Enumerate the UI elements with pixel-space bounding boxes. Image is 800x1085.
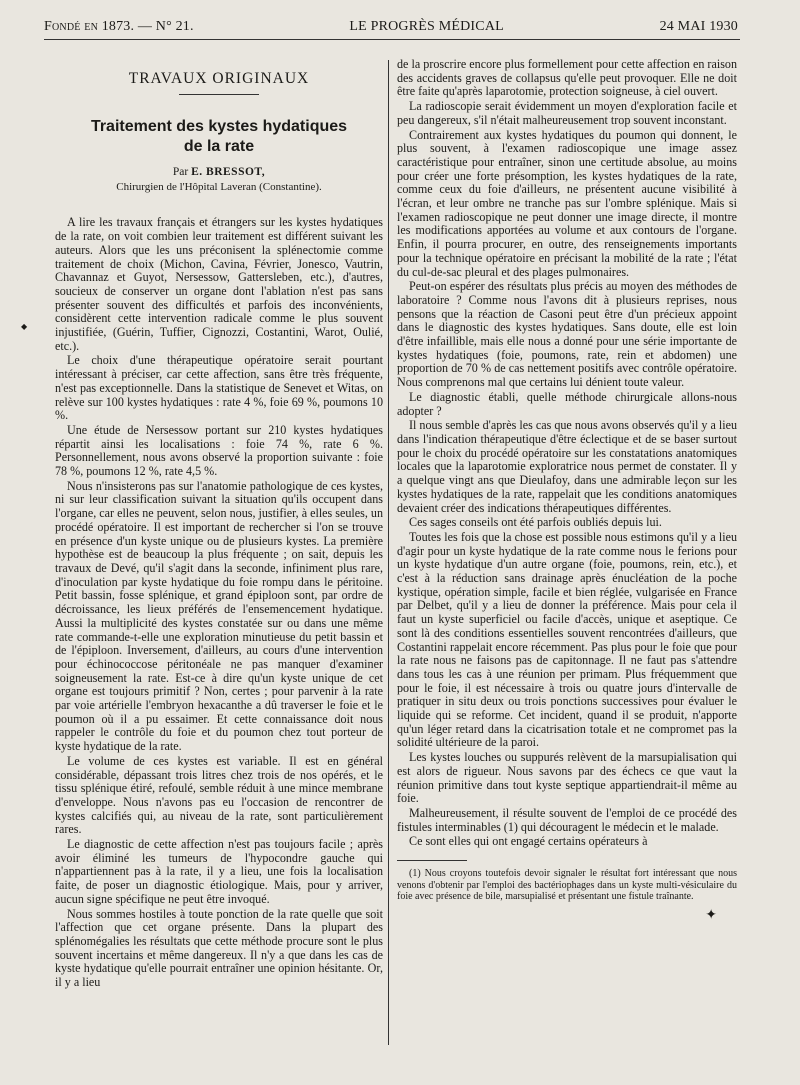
paragraph: de la proscrire encore plus formellement pour cette affection en raison des accidents graves de collapsus qu'elle peut provoquer. Elle ne doit être faite qu'après laparotomie, protection soigneuse, à ciel ouvert.	[397, 57, 737, 99]
paragraph: Le diagnostic établi, quelle méthode chirurgicale allons-nous adopter ?	[397, 389, 737, 418]
paragraph: A lire les travaux français et étrangers sur les kystes hydatiques de la rate, on voit combien leur traitement est différent suivant les auteurs. Alors que les uns préconisent la splénectomie comme traitement de choix (Michon, Cavina, Février, Jonesco, Vautrin, Chavannaz et Guyot, Nersessow, Gattersleben, etc.), d'autres, soucieux de conserver un organe dont l'ablation n'est pas sans présenter souvent des difficultés et parfois des inconvénients, considèrent cette intervention radicale comme le plus souvent injustifiée, (Guérin, Tuffier, Cignozzi, Costantini, Warot, Oulié, etc.).	[55, 215, 383, 353]
left-column	[55, 56, 383, 991]
end-mark: ✦	[705, 907, 717, 923]
column-divider	[388, 60, 389, 1045]
author-name: E. BRESSOT,	[191, 165, 266, 178]
article-title-line-1: Traitement des kystes hydatiques	[90, 117, 348, 135]
right-body-text	[397, 58, 737, 849]
section-title-rule	[179, 94, 259, 95]
header-founded-issue: Fondé en 1873. — N° 21.	[44, 19, 194, 34]
paragraph: La radioscopie serait évidemment un moyen d'exploration facile et peu dangereux, s'il n'était malheureusement trop souvent inconstant.	[397, 99, 737, 127]
paragraph: Ce sont elles qui ont engagé certains opérateurs à	[409, 834, 648, 849]
running-header	[44, 19, 738, 41]
paragraph: Contrairement aux kystes hydatiques du poumon qui donnent, le plus souvent, à l'examen radioscopique une image assez caractéristique pour entraîner, sinon une certitude absolue, au moins pour créer une forte présomption, les kystes hydatiques de la rate, comme ceux du foie d'ailleurs, ne présentent aucune visibilité à l'écran, et leur ombre ne tranche pas sur l'ombre splénique. Mais si l'examen radioscopique ne peut donner une image directe, il montre les modifications apportées au volume et aux contours de l'organe. Enfin, il pourra procurer, en outre, des renseignements importants pour la technique opératoire en précisant la mobilité de la rate ; l'état du cul-de-sac pleural et des plages pulmonaires.	[397, 127, 737, 279]
byline-prefix: Par	[172, 165, 189, 178]
paragraph: Le choix d'une thérapeutique opératoire serait pourtant intéressant à préciser, car cette affection, sans être très fréquente, n'est pas exceptionnelle. Dans la statistique de Senevet et Witas, on relève sur 100 kystes hydatiques : rate 4 %, foie 69 %, poumons 10 %.	[55, 353, 383, 423]
header-date: 24 MAI 1930	[659, 19, 738, 34]
footnote: (1) Nous croyons toutefois devoir signaler le résultat fort intéressant que nous venons d'obtenir par l'emploi des bactériophages dans un kyste multi-vésiculaire du foie avec présence de bile, marsupialisé et présentant une fistule traînante.	[397, 868, 737, 903]
paragraph: Peut-on espérer des résultats plus précis au moyen des méthodes de laboratoire ? Comme nous l'avons dit à plusieurs reprises, nous pensons que la réaction de Casoni peut être d'un précieux appoint dans le diagnostic des kystes hydatiques. Sans doute, elle est loin d'être infaillible, mais elle nous a donné pour une série importante de kystes hydatiques (foie, poumons, rate, rein et abdomen) une proportion de 70 % de cas nettement positifs avec contrôle opératoire. Nous comprenons mal que certains lui dénient toute valeur.	[397, 279, 737, 390]
paragraph: Une étude de Nersessow portant sur 210 kystes hydatiques répartit ainsi les localisations : foie 74 %, rate 6 %. Personnellement, nous avons observé la proportion suivante : foie 78 %, poumons 12 %, rate 4,5 %.	[55, 422, 383, 479]
article-title	[55, 117, 383, 157]
paragraph: Le volume de ces kystes est variable. Il est en général considérable, dépassant trois litres chez trois de nos opérés, et le tissu splénique étiré, refoulé, semble réduit à une mince membrane d'enveloppe. Nous n'avons pas eu l'occasion de rencontrer de kystes calcifiés qui, au niveau de la rate, sont particulièrement rares.	[55, 753, 383, 837]
left-body-text	[55, 216, 383, 989]
author-affiliation: Chirurgien de l'Hôpital Laveran (Constantine).	[116, 180, 322, 193]
header-rule	[44, 39, 740, 40]
right-column	[397, 58, 737, 922]
paragraph: Les kystes louches ou suppurés relèvent de la marsupialisation qui est alors de rigueur. Nous savons par des échecs ce que vaut la réunion primitive dans tout kyste septique appartiendrait-il même au foie.	[397, 750, 737, 806]
paragraph: Il nous semble d'après les cas que nous avons observés qu'il y a lieu dans l'indication thérapeutique d'être éclectique et de se baser surtout pour le choix du procédé opératoire sur les constatations anatomiques locales que la laparotomie exploratrice nous permet de constater. Il y a quelque vingt ans que Dieulafoy, dans une admirable leçon sur les kystes hydatiques de la rate, rappelait que les conditions anatomiques devaient créer des indications thérapeutiques différentes.	[397, 418, 737, 515]
margin-mark: ◆	[21, 322, 28, 331]
footnote-rule	[397, 860, 467, 861]
paragraph: Nous sommes hostiles à toute ponction de la rate quelle que soit l'affection que cet organe présente. Dans la plupart des splénomégalies les résultats que cette méthode procure sont le plus souvent incertains et même dangereux. Il n'y a que dans les cas de kyste hydatique qu'elle pourrait entraîner une opinion hésitante. Or, il y a lieu	[55, 906, 383, 990]
section-title: TRAVAUX ORIGINAUX	[128, 70, 310, 87]
paragraph: Le diagnostic de cette affection n'est pas toujours facile ; après avoir éliminé les tumeurs de l'hypocondre gauche qui n'appartiennent pas à la rate, il y a lieu, une fois la localisation faite, de poser un diagnostic étiologique. Mais, pour y arriver, aucun signe spécifique ne peut être invoqué.	[55, 837, 383, 906]
byline	[55, 165, 383, 179]
paragraph: Nous n'insisterons pas sur l'anatomie pathologique de ces kystes, ni sur leur classification suivant la situation qu'ils occupent dans l'organe, car elles ne peuvent, selon nous, justifier, à elles seules, un procédé opératoire. Il est important de rechercher si l'on se trouve en présence d'un kyste unique ou de plusieurs kystes. La première hypothèse est de beaucoup la plus fréquente ; on sait, depuis les travaux de Devé, qu'il s'agit dans la seconde, infiniment plus rare, d'inoculation par kyste hydatique du foie rompu dans le péritoine. Petit bassin, fosse splénique, et grand épiploon sont, par ordre de décroissance, les lieux préférés de l'ensemencement hydatique. Aussi la multiplicité des kystes constatée sur ou dans une même rate commande-t-elle une exploration minutieuse du petit bassin et de l'épiploon. Inversement, d'ailleurs, au cours d'une intervention pour échinococcose péritonéale ne pas manquer d'examiner soigneusement la rate. Est-ce à dire qu'un kyste unique de cet organe est toujours primitif ? Non, certes ; pour parvenir à la rate par voie artérielle l'embryon hexacanthe a dû traverser le foie et le poumon où il a pu essaimer. Et cette connaissance doit nous rappeler le contrôle du foie et du poumon chez tout porteur de kyste hydatique de la rate.	[55, 478, 383, 754]
article-title-line-2: de la rate	[183, 137, 255, 155]
paragraph: Malheureusement, il résulte souvent de l'emploi de ce procédé des fistules interminables (1) qui découragent le médecin et le malade.	[397, 805, 737, 834]
header-journal-title: LE PROGRÈS MÉDICAL	[349, 19, 504, 34]
paragraph: Ces sages conseils ont été parfois oubliés depuis lui.	[409, 515, 662, 530]
paragraph: Toutes les fois que la chose est possible nous estimons qu'il y a lieu d'agir pour un kyste hydatique de la rate comme nous le ferions pour un kyste hydatique d'un autre organe (foie, poumons, rein, etc.), et c'est à la réduction sans drainage après énucléation de la poche kystique, opération simple, facile et bien réglée, vulgarisée en France par Delbet, qu'il y a lieu de donner la préférence. Mais pour cela il faut un kyste superficiel ou facile d'accès, unique et aseptique. Ce sont là des conditions essentielles souvent rencontrées d'ailleurs, que Costantini rappelait encore récemment. Pas plus pour le foie que pour la rate nous ne faisons pas de capitonnage. Il ne faut pas s'attendre dans tous les cas à une réunion per primam. Plus fréquemment que pour le foie, il est nécessaire à trois ou quatre jours d'intervalle de pratiquer in situ deux ou trois ponctions successives pour évaluer le liquide qui se reforme. Cet incident, quand il se produit, n'apporte qu'un léger retard dans la cicatrisation totale et ne compromet pas la solidité ultérieure de la paroi.	[397, 529, 737, 750]
